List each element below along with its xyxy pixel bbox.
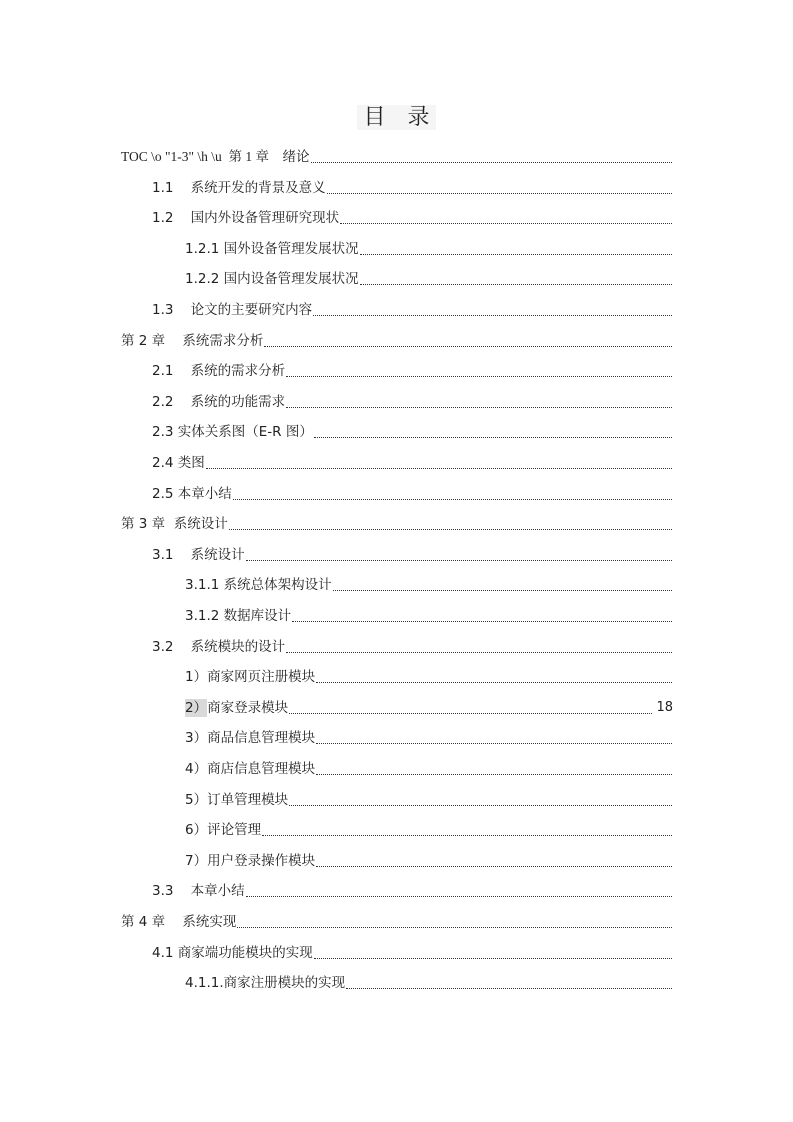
toc-entry[interactable]: [185, 570, 672, 594]
toc-entry[interactable]: [185, 754, 672, 778]
dot-leader: [229, 528, 672, 530]
toc-entry[interactable]: [152, 387, 672, 411]
dot-leader: [292, 620, 672, 622]
dot-leader: [346, 987, 672, 989]
toc-entry-text: 2.5 本章小结: [152, 485, 232, 502]
toc-entry[interactable]: [121, 326, 672, 350]
dot-leader: [289, 804, 672, 806]
toc-entry[interactable]: [152, 448, 672, 472]
toc-entry-text: 1）商家网页注册模块: [185, 669, 316, 686]
toc-entry-text: 1.1 系统开发的背景及意义: [152, 179, 326, 196]
dot-leader: [316, 773, 672, 775]
dot-leader: [313, 314, 672, 316]
toc-entry-text: 3.2 系统模块的设计: [152, 638, 286, 655]
toc-entry[interactable]: [152, 876, 672, 900]
toc-entry-text: 7）用户登录操作模块: [185, 852, 316, 869]
toc-entry[interactable]: [185, 846, 672, 870]
toc-entry-text: 第 2 章 系统需求分析: [121, 332, 264, 349]
toc-entry-number: 2）: [185, 699, 208, 716]
toc-entry-text: 3.3 本章小结: [152, 883, 245, 900]
dot-leader: [311, 161, 672, 163]
toc-entry-text: 2.4 类图: [152, 455, 205, 471]
toc-entry[interactable]: [121, 142, 672, 166]
toc-entry-text: 第 3 章 系统设计: [121, 516, 228, 533]
dot-leader: [316, 865, 672, 867]
dot-leader: [360, 253, 672, 255]
toc-entry[interactable]: [185, 785, 672, 809]
toc-entry-text: 2.1 系统的需求分析: [152, 363, 286, 380]
page-title: 目 录: [0, 100, 793, 131]
dot-leader: [262, 834, 672, 836]
toc-entry[interactable]: [152, 540, 672, 564]
toc-entry-text: 5）订单管理模块: [185, 791, 289, 808]
toc-entry-text: 1.3 论文的主要研究内容: [152, 302, 313, 318]
toc-entry-text: 4）商店信息管理模块: [185, 761, 316, 777]
toc-entry-text: 1.2.2 国内设备管理发展状况: [185, 271, 359, 288]
toc-entry[interactable]: [185, 662, 672, 686]
toc-entry[interactable]: [152, 632, 672, 656]
toc-entry[interactable]: [152, 417, 672, 441]
dot-leader: [286, 406, 672, 408]
toc-entry[interactable]: [185, 968, 672, 992]
dot-leader: [360, 283, 672, 285]
dot-leader: [286, 375, 672, 377]
dot-leader: [206, 467, 672, 469]
dot-leader: [314, 436, 672, 438]
toc-entry-text: 3.1.1 系统总体架构设计: [185, 577, 332, 594]
toc-entry[interactable]: [121, 907, 672, 931]
dot-leader: [246, 895, 672, 897]
dot-leader: [237, 926, 672, 928]
dot-leader: [264, 345, 672, 347]
toc-entry-text: 第 4 章 系统实现: [121, 914, 237, 930]
toc-entry[interactable]: [152, 479, 672, 503]
toc-entry-text: 1.2 国内外设备管理研究现状: [152, 210, 340, 227]
dot-leader: [327, 192, 672, 194]
toc-entry[interactable]: [121, 509, 672, 533]
dot-leader: [233, 498, 672, 500]
toc-entry[interactable]: [152, 173, 672, 197]
dot-leader: [314, 957, 672, 959]
toc-entry-text: 3.1 系统设计: [152, 546, 245, 563]
toc-entry[interactable]: [152, 295, 672, 319]
toc-entry[interactable]: [185, 815, 672, 839]
dot-leader: [333, 589, 672, 591]
dot-leader: [316, 742, 672, 744]
dot-leader: [316, 681, 672, 683]
toc-entry-text: 6）评论管理: [185, 822, 262, 839]
toc-entry[interactable]: [152, 938, 672, 962]
toc-entry[interactable]: [185, 264, 672, 288]
toc-entry[interactable]: [185, 693, 673, 717]
dot-leader: [246, 559, 672, 561]
toc-entry[interactable]: [185, 234, 672, 258]
dot-leader: [289, 712, 652, 714]
toc-entry-text: 1.2.1 国外设备管理发展状况: [185, 240, 359, 257]
toc-entry-text: 3.1.2 数据库设计: [185, 608, 292, 624]
toc-entry-text: 2.2 系统的功能需求: [152, 393, 286, 410]
toc-entry[interactable]: [152, 356, 672, 380]
toc-entry-text: 4.1.1.商家注册模块的实现: [185, 975, 346, 992]
toc-entry-text: 4.1 商家端功能模块的实现: [152, 944, 313, 961]
toc-entry[interactable]: [185, 601, 672, 625]
dot-leader: [340, 222, 672, 224]
toc-entry[interactable]: [185, 723, 672, 747]
toc-entry[interactable]: [152, 203, 672, 227]
toc-entry-text: TOC \o "1-3" \h \u 第 1 章 绪论: [121, 149, 310, 164]
dot-leader: [286, 651, 672, 653]
toc-entry-text: 3）商品信息管理模块: [185, 730, 316, 747]
toc-entry-text: 2.3 实体关系图（E-R 图）: [152, 424, 313, 441]
toc-entry-text: 商家登录模块: [207, 699, 289, 716]
toc-page-number: 18: [656, 699, 673, 715]
